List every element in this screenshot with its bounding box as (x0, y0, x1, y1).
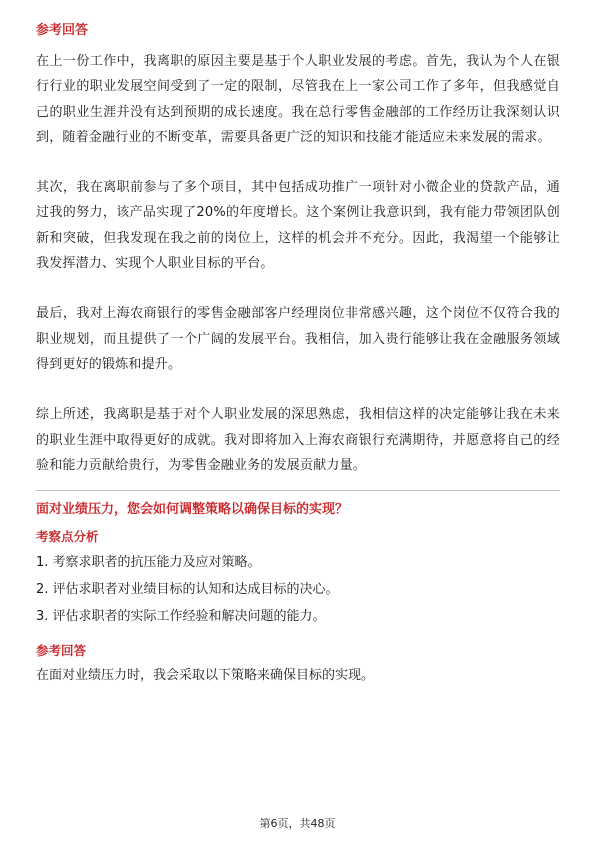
answer-heading: 参考回答 (36, 23, 89, 38)
answer-intro: 在面对业绩压力时，我会采取以下策略来确保目标的实现。 (36, 668, 375, 684)
document-page (36, 22, 560, 685)
answer-paragraph: 在上一份工作中，我离职的原因主要是基于个人职业发展的考虑。首先，我认为个人在银行行业的职业发展空间受到了一定的限制，尽管我在上一家公司工作了多年，但我感觉自己的职业生涯并没有达到预期的成长速度。我在总行零售金融部的工作经历让我深刻认识到，随着金融行业的不断变革，需要具备更广泛的知识和技能才能适应未来发展的需求。 (36, 54, 560, 145)
question-heading: 面对业绩压力，您会如何调整策略以确保目标的实现？ (36, 502, 349, 518)
analysis-heading: 考察点分析 (36, 529, 99, 545)
page-footer: 第6页，共48页 (259, 817, 336, 830)
answer-heading: 参考回答 (36, 643, 87, 659)
answer-paragraph: 最后，我对上海农商银行的零售金融部客户经理岗位非常感兴趣，这个岗位不仅符合我的职业规划，而且提供了一个广阔的发展平台。我相信，加入贵行能够让我在金融服务领域得到更好的锻炼和提升。 (36, 306, 560, 372)
analysis-point: 2. 评估求职者对业绩目标的认知和达成目标的决心。 (36, 582, 339, 598)
analysis-point: 1. 考察求职者的抗压能力及应对策略。 (36, 555, 261, 571)
analysis-point: 3. 评估求职者的实际工作经验和解决问题的能力。 (36, 609, 326, 625)
answer-paragraph: 综上所述，我离职是基于对个人职业发展的深思熟虑，我相信这样的决定能够让我在未来的职业生涯中取得更好的成就。我对即将加入上海农商银行充满期待，并愿意将自己的经验和能力贡献给贵行，为零售金融业务的发展贡献力量。 (36, 407, 560, 473)
answer-paragraph: 其次，我在离职前参与了多个项目，其中包括成功推广一项针对小微企业的贷款产品，通过我的努力，该产品实现了20%的年度增长。这个案例让我意识到，我有能力带领团队创新和突破，但我发现在我之前的岗位上，这样的机会并不充分。因此，我渴望一个能够让我发挥潜力、实现个人职业目标的平台。 (36, 180, 560, 272)
section-divider (36, 490, 560, 491)
